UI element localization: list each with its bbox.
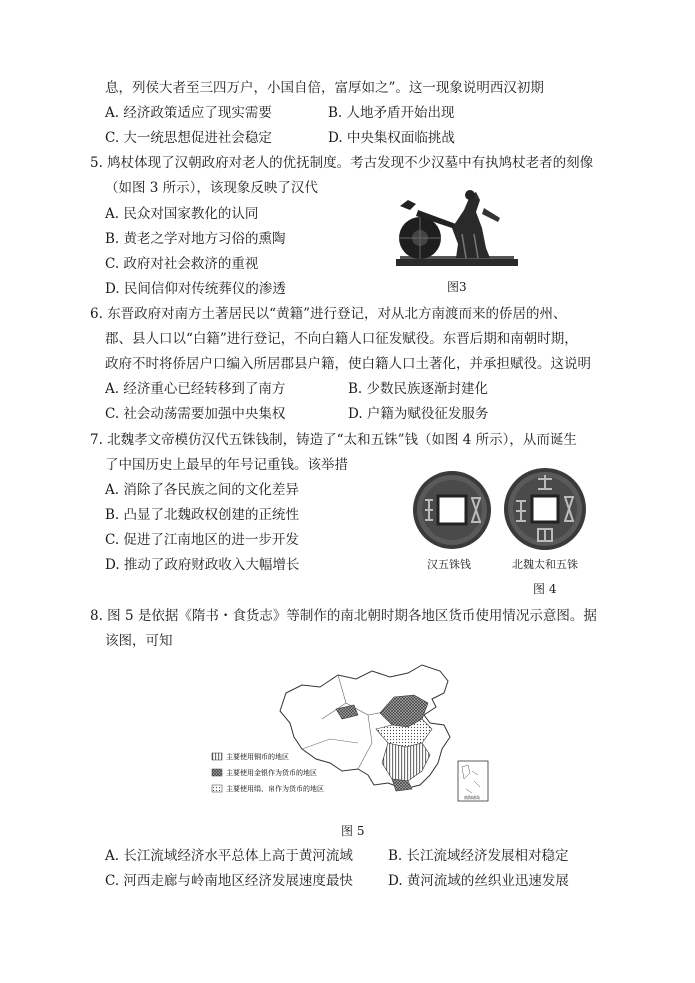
taihe-wuzhu-coin-caption: 北魏太和五铢 [512, 558, 578, 571]
q7-option-b[interactable]: B. 凸显了北魏政权创建的正统性 [105, 507, 300, 523]
q5-option-c[interactable]: C. 政府对社会救济的重视 [105, 256, 259, 272]
figure-5-caption: 图 5 [341, 824, 365, 838]
q8-stem-line2: 该图，可知 [105, 633, 173, 649]
figure-4-caption: 图 4 [533, 582, 557, 596]
q5-option-a[interactable]: A. 民众对国家教化的认同 [105, 206, 259, 222]
q5-option-d[interactable]: D. 民间信仰对传统葬仪的渗透 [105, 281, 286, 297]
q4-option-d[interactable]: D. 中央集权面临挑战 [328, 130, 455, 146]
figure-5-map [226, 663, 524, 811]
q7-stem-line2: 了中国历史上最早的年号记重钱。该举措 [105, 457, 348, 473]
q5-stem-line2: （如图 3 所示），该现象反映了汉代 [105, 180, 318, 196]
q6-stem-line2: 郡、县人口以“白籍”进行登记，不向白籍人口征发赋役。东晋后期和南朝时期， [105, 331, 578, 347]
han-wuzhu-coin-caption: 汉五铢钱 [427, 558, 471, 571]
q6-option-b[interactable]: B. 少数民族逐渐封建化 [348, 381, 489, 397]
q5-option-b[interactable]: B. 黄老之学对地方习俗的熏陶 [105, 231, 286, 247]
q8-option-a[interactable]: A. 长江流域经济水平总体上高于黄河流域 [105, 848, 353, 864]
q6-option-d[interactable]: D. 户籍为赋役征发服务 [348, 406, 489, 422]
q6-stem-line3: 政府不时将侨居户口编入所居郡县户籍，使白籍人口土著化，并承担赋役。这说明 [105, 356, 591, 372]
q8-option-d[interactable]: D. 黄河流域的丝织业迅速发展 [388, 873, 569, 889]
beiwei-taihe-wuzhu-coin-image [502, 467, 588, 551]
q6-option-a[interactable]: A. 经济重心已经转移到了南方 [105, 381, 286, 397]
figure-3-caption: 图3 [447, 280, 467, 294]
q7-option-c[interactable]: C. 促进了江南地区的进一步开发 [105, 532, 299, 548]
inset-label: 南海诸岛 [464, 795, 480, 800]
q8-option-c[interactable]: C. 河西走廊与岭南地区经济发展速度最快 [105, 873, 353, 889]
q5-stem-line1: 5. 鸠杖体现了汉朝政府对老人的优抚制度。考古发现不少汉墓中有执鸠杖老者的刻像 [90, 155, 594, 171]
han-wuzhu-coin-image [409, 470, 495, 550]
legend-copper-label: 主要使用铜币的地区 [226, 753, 289, 761]
q6-stem-line1: 6. 东晋政府对南方土著居民以“黄籍”进行登记，对从北方南渡而来的侨居的州、 [90, 306, 567, 322]
q8-stem-line1: 8. 图 5 是依据《隋书・食货志》等制作的南北朝时期各地区货币使用情况示意图。据 [90, 608, 597, 624]
q6-option-c[interactable]: C. 社会动荡需要加强中央集权 [105, 406, 286, 422]
figure-3-image [396, 188, 518, 273]
q7-stem-line1: 7. 北魏孝文帝模仿汉代五铢钱制，铸造了“太和五铢”钱（如图 4 所示），从而诞生 [90, 432, 577, 448]
legend-silk-label: 主要使用绢、帛作为货币的地区 [226, 785, 324, 793]
q4-option-a[interactable]: A. 经济政策适应了现实需要 [105, 105, 272, 121]
q4-stem-tail: 息，列侯大者至三四万户，小国自倍，富厚如之”。这一现象说明西汉初期 [105, 80, 544, 96]
q7-option-a[interactable]: A. 消除了各民族之间的文化差异 [105, 482, 299, 498]
q4-option-b[interactable]: B. 人地矛盾开始出现 [328, 105, 455, 121]
q4-option-c[interactable]: C. 大一统思想促进社会稳定 [105, 130, 272, 146]
q7-option-d[interactable]: D. 推动了政府财政收入大幅增长 [105, 557, 300, 573]
q8-option-b[interactable]: B. 长江流域经济发展相对稳定 [388, 848, 569, 864]
legend-gold-silver-label: 主要使用金银作为货币的地区 [226, 769, 317, 777]
